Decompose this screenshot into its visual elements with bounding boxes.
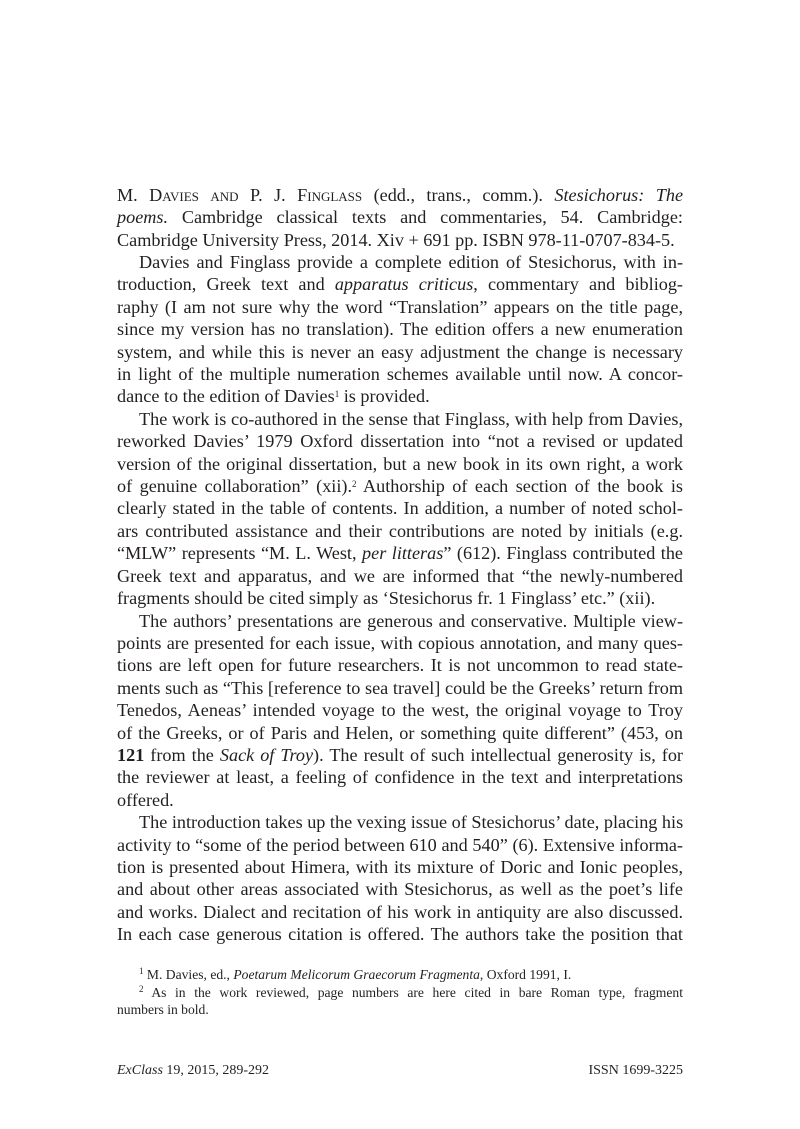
- fragment-number: 121: [117, 744, 145, 765]
- author2-surname: Finglass: [297, 185, 363, 205]
- footnote-ref-1: 1: [334, 389, 340, 400]
- footnotes: [117, 966, 683, 1019]
- paragraph-3: The authors’ presentations are generous and conservative. Multiple view- points are presented for each issue, with copious annotation, and many ques- tions are left open for future researchers. It is not uncommon to read state- ments such as “This [reference to sea travel] could be the Greeks’ return from Tenedos, Aeneas’ intended voyage to the west, the original voyage to Troy of the Greeks, or of Paris and Helen, or something quite different” (453, on 121 from the Sack of Troy). The result of such intellectual generosity is, for the reviewer at least, a feeling of confidence in the text and interpretations offered.: [117, 610, 683, 810]
- review-body: [117, 251, 683, 946]
- book-title: Stesichorus: The: [554, 185, 684, 205]
- issn: ISSN 1699-3225: [588, 1063, 683, 1078]
- author1-surname: Davies: [149, 185, 199, 205]
- footnote-ref-2: 2: [352, 479, 357, 490]
- footnote-2-continued: numbers in bold.: [117, 1002, 209, 1017]
- reference-line-2: poems. Cambridge classical texts and commentaries, 54. Cambridge:: [117, 207, 683, 228]
- reference-line-1: M. Davies and P. J. Finglass (edd., trans., comm.). Stesichorus: The: [117, 185, 684, 205]
- reference-line-3: Cambridge University Press, 2014. Xiv + 691 pp. ISBN 978-11-0707-834-5.: [117, 229, 675, 250]
- paragraph-2: The work is co-authored in the sense that Finglass, with help from Davies, reworked Davies’ 1979 Oxford dissertation into “not a revised or updated version of the original dissertation, but a new book in its own right, a work of genuine collaboration” (xii).$^2$ Authorship of each section of the book is clearly stated in the table of contents. In addition, a number of noted schol- ars contributed assistance and their contributions are noted by initials (e.g. “MLW” represents “M. L. West, per litteras” (612). Finglass contributed the Greek text and apparatus, and we are informed that “the newly-numbered fragments should be cited simply as ‘Stesichorus fr. 1 Finglass’ etc.” (xii).: [117, 408, 683, 609]
- journal-citation: ExClass 19, 2015, 289-292: [117, 1063, 270, 1078]
- paragraph-4: The introduction takes up the vexing issue of Stesichorus’ date, placing his activity to “some of the period between 610 and 540” (6). Extensive informa- tion is presented about Himera, with its mixture of Doric and Ionic peoples, and about other areas associated with Stesichorus, as well as the poet’s life and works. Dialect and recitation of his work in antiquity are also discussed. In each case generous citation is offered. The authors take the position that: [117, 812, 684, 945]
- footnote-2: $^2$ As in the work reviewed, page numbers are here cited in bare Roman type, fragment: [139, 983, 683, 1000]
- paragraph-1: Davies and Finglass provide a complete edition of Stesichorus, with in- troduction, Greek text and apparatus criticus, commentary and bibliog- raphy (I am not sure why the word “Translation” appears on the title page, since my version has no translation). The edition offers a new enumeration system, and while this is never an easy adjustment the change is necessary in light of the multiple numeration schemes available until now. A concor- dance to the edition of Davies$^1$ is provided.: [117, 252, 683, 407]
- footnote-1: $^1$ M. Davies, ed., Poetarum Melicorum Graecorum Fragmenta, Oxford 1991, I.: [139, 966, 572, 982]
- bibliographic-reference: [117, 184, 683, 251]
